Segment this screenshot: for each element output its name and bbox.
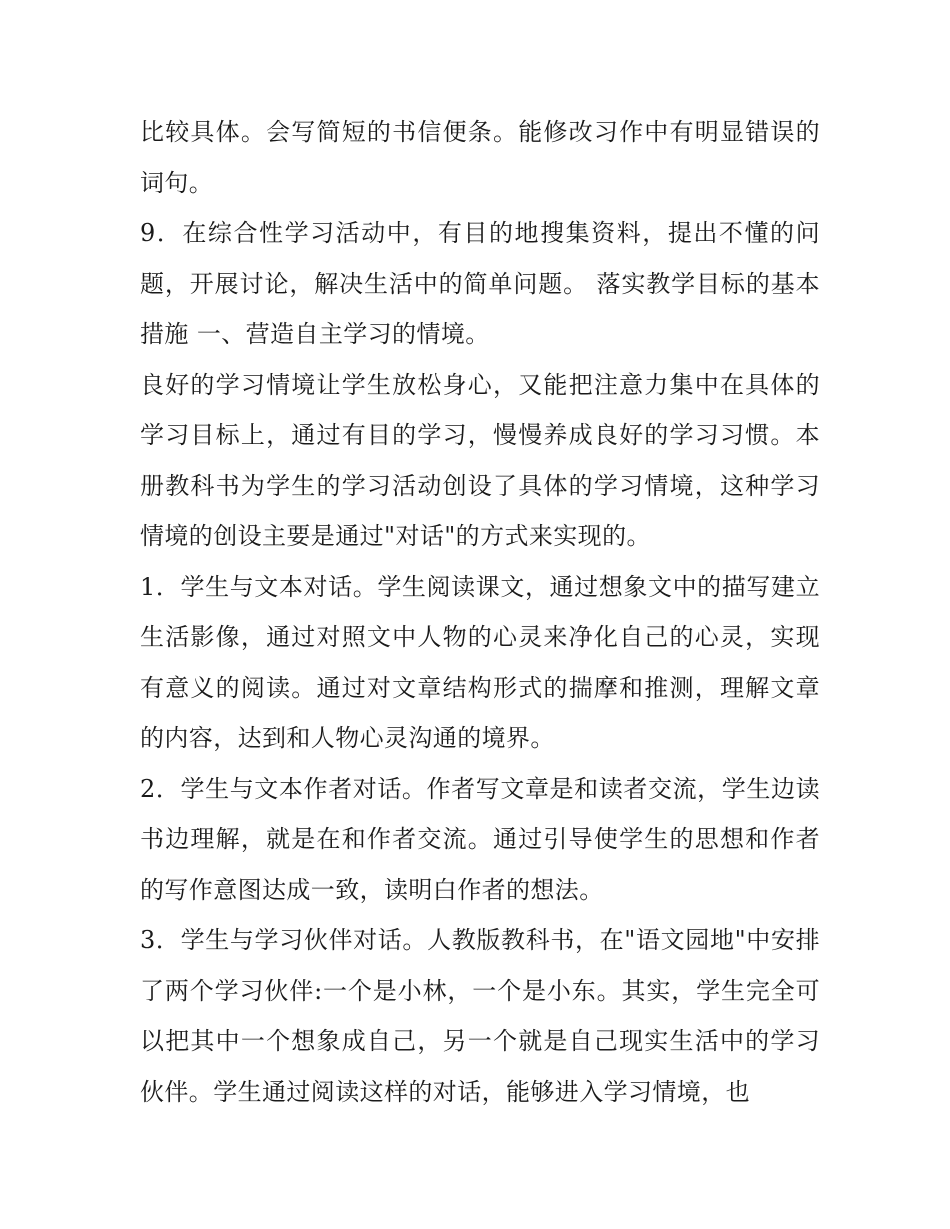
paragraph-5: 2．学生与文本作者对话。作者写文章是和读者交流，学生边读书边理解，就是在和作者交流。通过引导使学生的思想和作者的写作意图达成一致，读明白作者的想法。 xyxy=(140,774,820,904)
paragraph-6: 3．学生与学习伙伴对话。人教版教科书，在"语文园地"中安排了两个学习伙伴:一个是小林，一个是小东。其实，学生完全可以把其中一个想象成自己，另一个就是自己现实生活中的学习伙伴。学生通过阅读这样的对话，能够进入学习情境，也 xyxy=(140,926,820,1106)
document-body xyxy=(140,107,820,1117)
paragraph-4: 1．学生与文本对话。学生阅读课文，通过想象文中的描写建立生活影像，通过对照文中人物的心灵来净化自己的心灵，实现有意义的阅读。通过对文章结构形式的揣摩和推测，理解文章的内容，达到和人物心灵沟通的境界。 xyxy=(140,572,820,752)
paragraph-3: 良好的学习情境让学生放松身心，又能把注意力集中在具体的学习目标上，通过有目的学习，慢慢养成良好的学习习惯。本册教科书为学生的学习活动创设了具体的学习情境，这种学习情境的创设主要是通过"对话"的方式来实现的。 xyxy=(140,370,820,550)
paragraph-1: 比较具体。会写简短的书信便条。能修改习作中有明显错误的词句。 xyxy=(140,118,820,197)
paragraph-2: 9．在综合性学习活动中，有目的地搜集资料，提出不懂的问题，开展讨论，解决生活中的简单问题。 落实教学目标的基本措施 一、营造自主学习的情境。 xyxy=(140,219,820,348)
